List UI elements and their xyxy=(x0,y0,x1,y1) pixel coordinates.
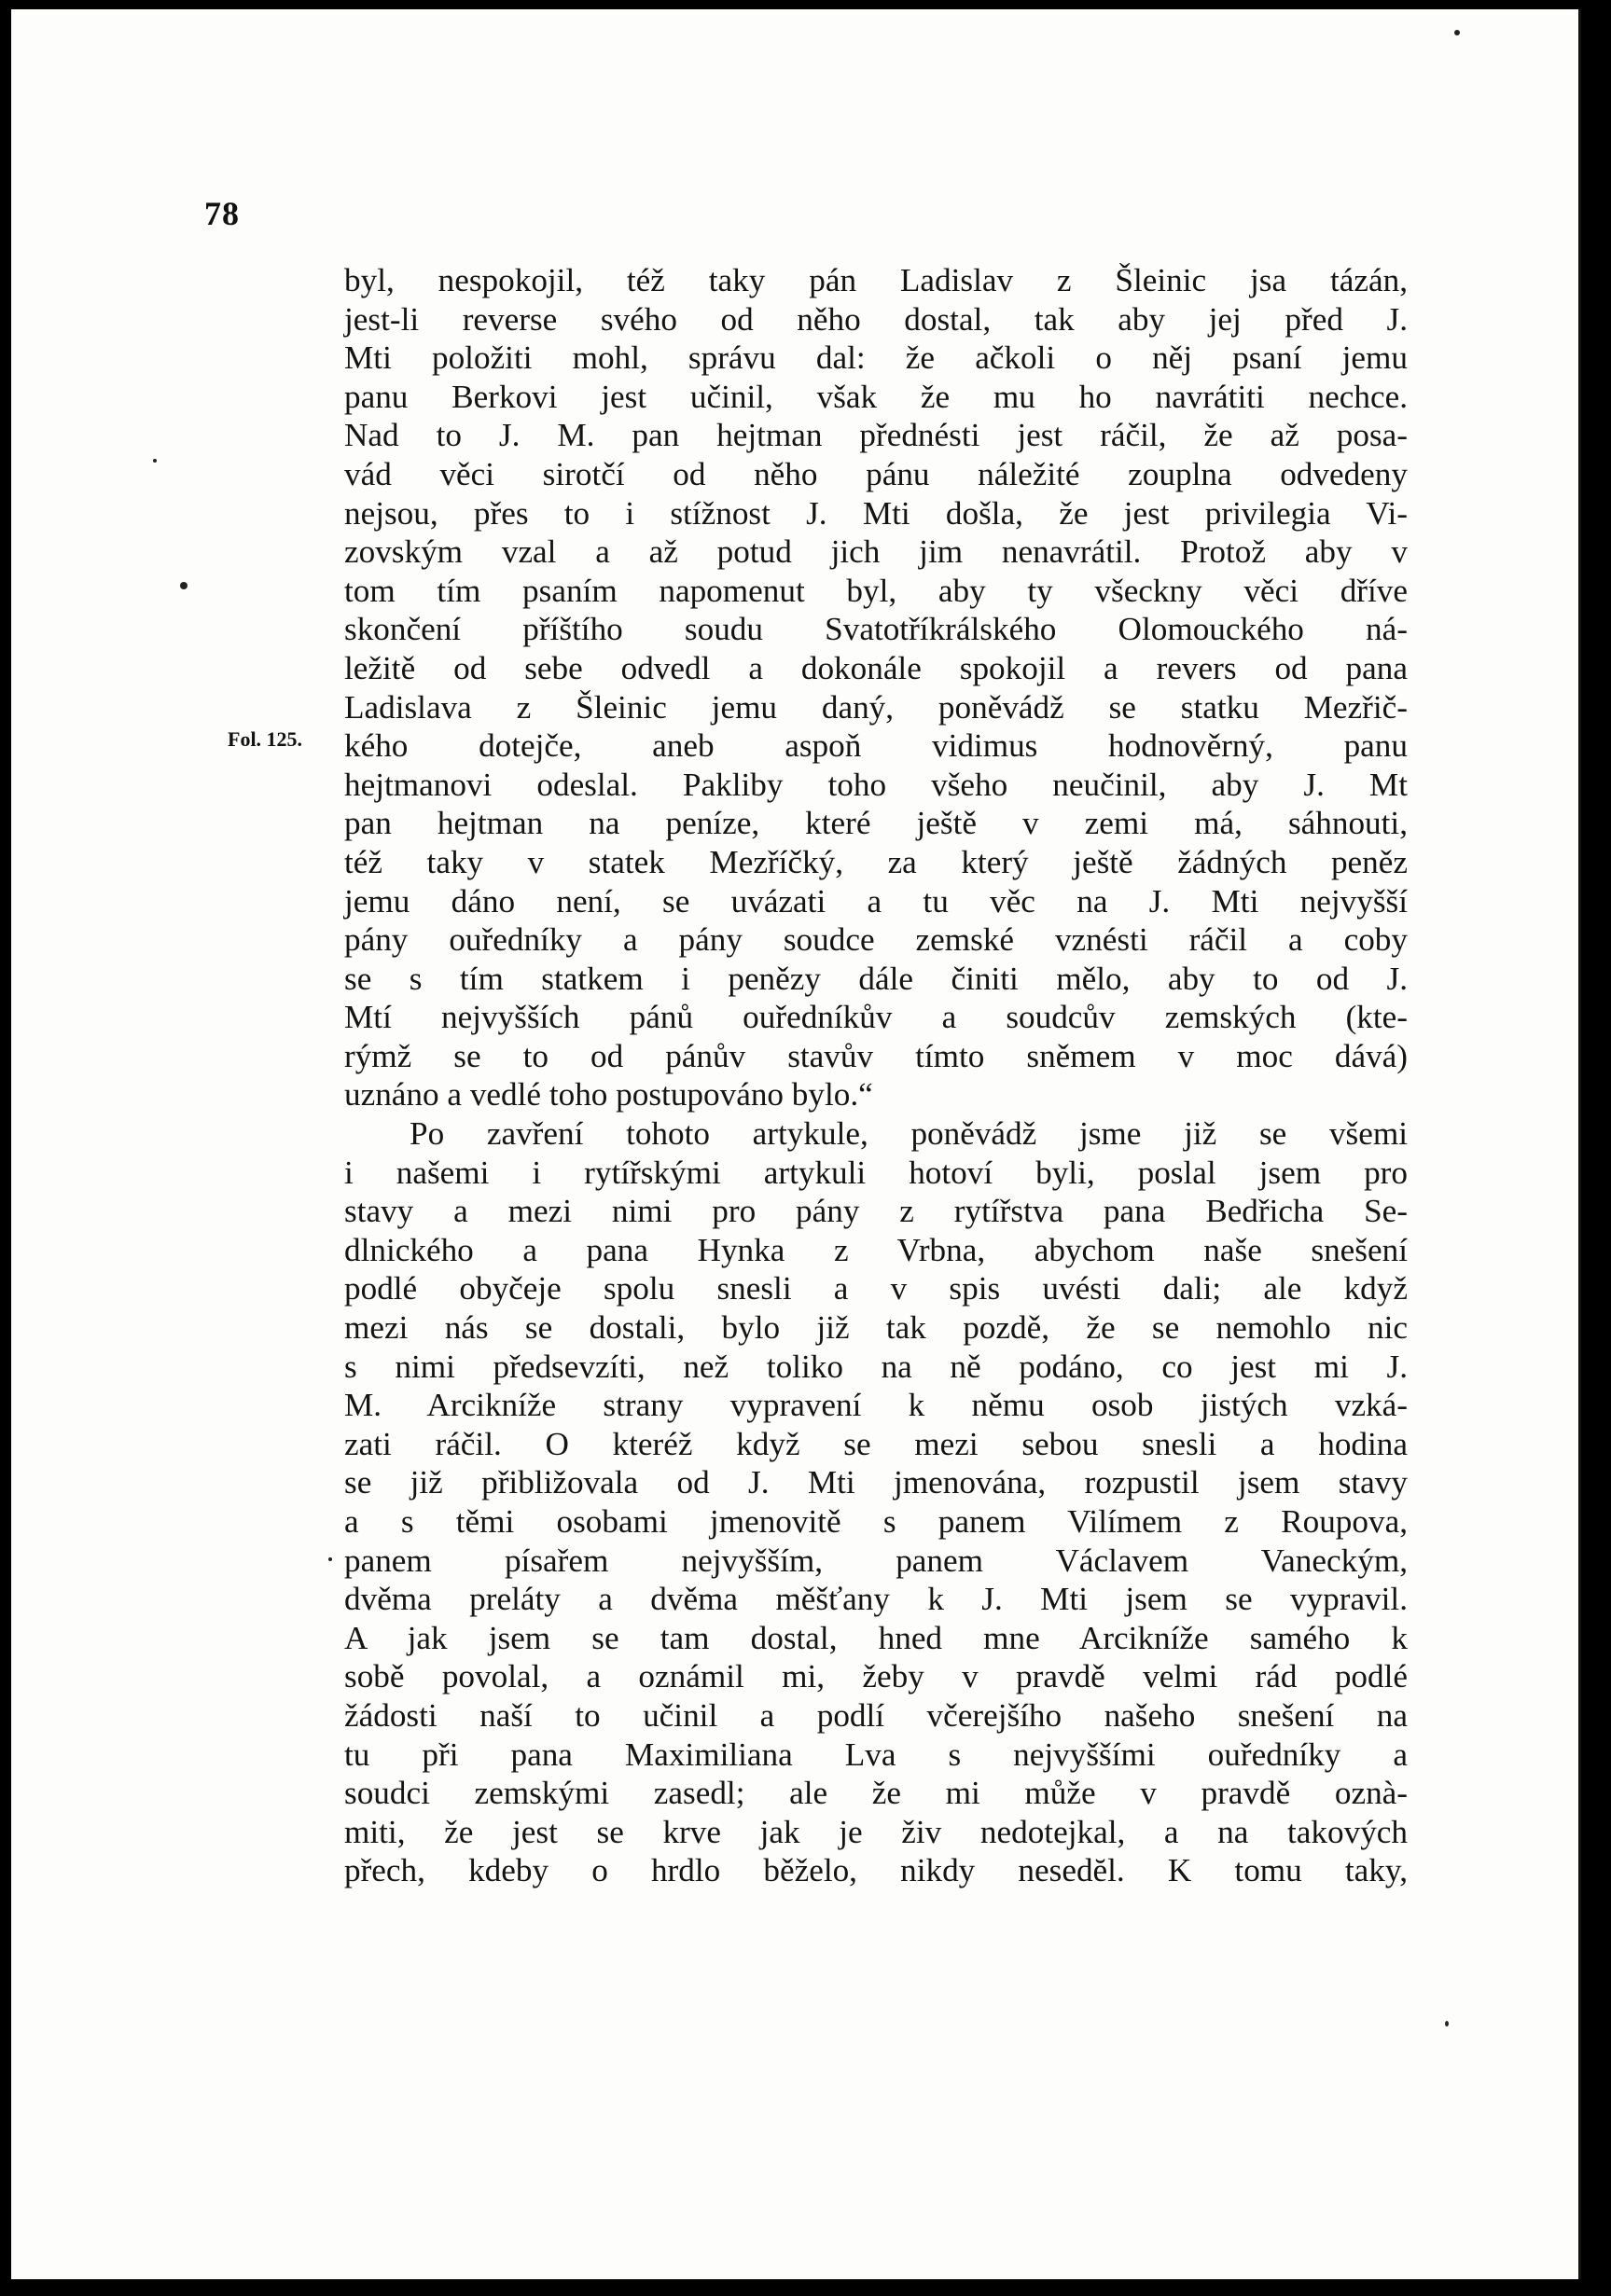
text-line: tu při pana Maximiliana Lva s nejvyššími ouředníky a xyxy=(344,1736,1408,1773)
page-number: 78 xyxy=(204,195,240,232)
text-line: uznáno a vedlé toho postupováno bylo.“ xyxy=(344,1076,873,1113)
text-line: tom tím psaním napomenut byl, aby ty všeckny věci dříve xyxy=(344,572,1408,609)
text-line: M. Arcikníže strany vypravení k němu osob jistých vzká- xyxy=(344,1387,1408,1424)
text-line: miti, že jest se krve jak je živ nedotejkal, a na takových xyxy=(344,1813,1408,1850)
text-line: Mtí nejvyšších pánů ouředníkův a soudcův zemských (kte- xyxy=(344,999,1408,1036)
text-line: se již přibližovala od J. Mti jmenována, rozpustil jsem stavy xyxy=(344,1464,1408,1501)
text-line: kého dotejče, aneb aspoň vidimus hodnověrný, panu xyxy=(344,727,1408,765)
ink-speck xyxy=(1445,2021,1449,2026)
text-line: Nad to J. M. pan hejtman přednésti jest ráčil, že až posa- xyxy=(344,417,1408,454)
text-line: A jak jsem se tam dostal, hned mne Arcikníže samého k xyxy=(344,1619,1408,1656)
body-text xyxy=(344,261,1408,1890)
text-line: stavy a mezi nimi pro pány z rytířstva pana Bedřicha Se- xyxy=(344,1193,1408,1230)
text-line: žádosti naší to učinil a podlí včerejšího našeho snešení na xyxy=(344,1696,1408,1734)
text-line: nejsou, přes to i stížnost J. Mti došla, že jest privilegia Vi- xyxy=(344,494,1408,532)
text-line: též taky v statek Mezříčký, za který ještě žádných peněz xyxy=(344,843,1408,880)
text-line: ležitě od sebe odvedl a dokonále spokojil a revers od pana xyxy=(344,649,1408,686)
text-line: pan hejtman na peníze, které ještě v zemi má, sáhnouti, xyxy=(344,805,1408,842)
text-line: přech, kdeby o hrdlo běželo, nikdy nesedĕl. K tomu taky, xyxy=(344,1852,1408,1889)
text-line: byl, nespokojil, též taky pán Ladislav z Šleinic jsa tázán, xyxy=(344,262,1408,298)
ink-speck xyxy=(180,582,187,589)
text-line: Mti položiti mohl, správu dal: že ačkoli o něj psaní jemu xyxy=(344,339,1408,377)
text-line: dlnického a pana Hynka z Vrbna, abychom naše snešení xyxy=(344,1231,1408,1268)
text-line: mezi nás se dostali, bylo již tak pozdě, že se nemohlo nic xyxy=(344,1309,1408,1347)
text-line: zati ráčil. O kteréž když se mezi sebou snesli a hodina xyxy=(344,1425,1408,1462)
text-line: pány ouředníky a pány soudce zemské vznésti ráčil a coby xyxy=(344,921,1408,959)
text-line: podlé obyčeje spolu snesli a v spis uvésti dali; ale když xyxy=(344,1270,1408,1307)
text-line: se s tím statkem i penězy dále činiti mělo, aby to od J. xyxy=(344,960,1408,997)
text-line: hejtmanovi odeslal. Pakliby toho všeho neučinil, aby J. Mt xyxy=(344,766,1408,803)
text-line: skončení příštího soudu Svatotříkrálského Olomouckého ná- xyxy=(344,611,1408,648)
text-line: zovským vzal a až potud jich jim nenavrátil. Protož aby v xyxy=(344,533,1408,571)
book-page xyxy=(11,9,1581,2279)
text-line: i našemi i rytířskými artykuli hotoví byli, poslal jsem pro xyxy=(344,1154,1408,1191)
text-line: sobě povolal, a oznámil mi, žeby v pravdě velmi rád podlé xyxy=(344,1658,1408,1695)
text-line: rýmž se to od pánův stavův tímto sněmem v moc dává) xyxy=(344,1037,1408,1074)
ink-speck xyxy=(153,459,157,463)
ink-speck xyxy=(328,1557,332,1561)
text-line: Ladislava z Šleinic jemu daný, poněvádž se statku Mezřič- xyxy=(344,688,1408,726)
text-line: jemu dáno není, se uvázati a tu věc na J. Mti nejvyšší xyxy=(344,882,1408,920)
text-line: s nimi předsevzíti, než toliko na ně podáno, co jest mi J. xyxy=(344,1348,1408,1385)
paragraph-first-line: Po zavření tohoto artykule, poněvádž jsme již se všemi xyxy=(410,1115,1408,1153)
text-line: jest-li reverse svého od něho dostal, tak aby jej před J. xyxy=(344,300,1408,338)
text-line: panem písařem nejvyšším, panem Václavem Vaneckým, xyxy=(344,1542,1408,1579)
text-line: a s těmi osobami jmenovitě s panem Vilímem z Roupova, xyxy=(344,1503,1408,1540)
text-line: dvěma preláty a dvěma měšťany k J. Mti jsem se vypravil. xyxy=(344,1581,1408,1618)
ink-speck xyxy=(1454,30,1460,35)
text-line: soudci zemskými zasedl; ale že mi může v pravdě oznà- xyxy=(344,1775,1408,1812)
text-line: panu Berkovi jest učinil, však že mu ho navrátiti nechce. xyxy=(344,378,1408,415)
margin-folio-note: Fol. 125. xyxy=(228,727,303,751)
text-line: vád věci sirotčí od něho pánu náležité zouplna odvedeny xyxy=(344,455,1408,492)
